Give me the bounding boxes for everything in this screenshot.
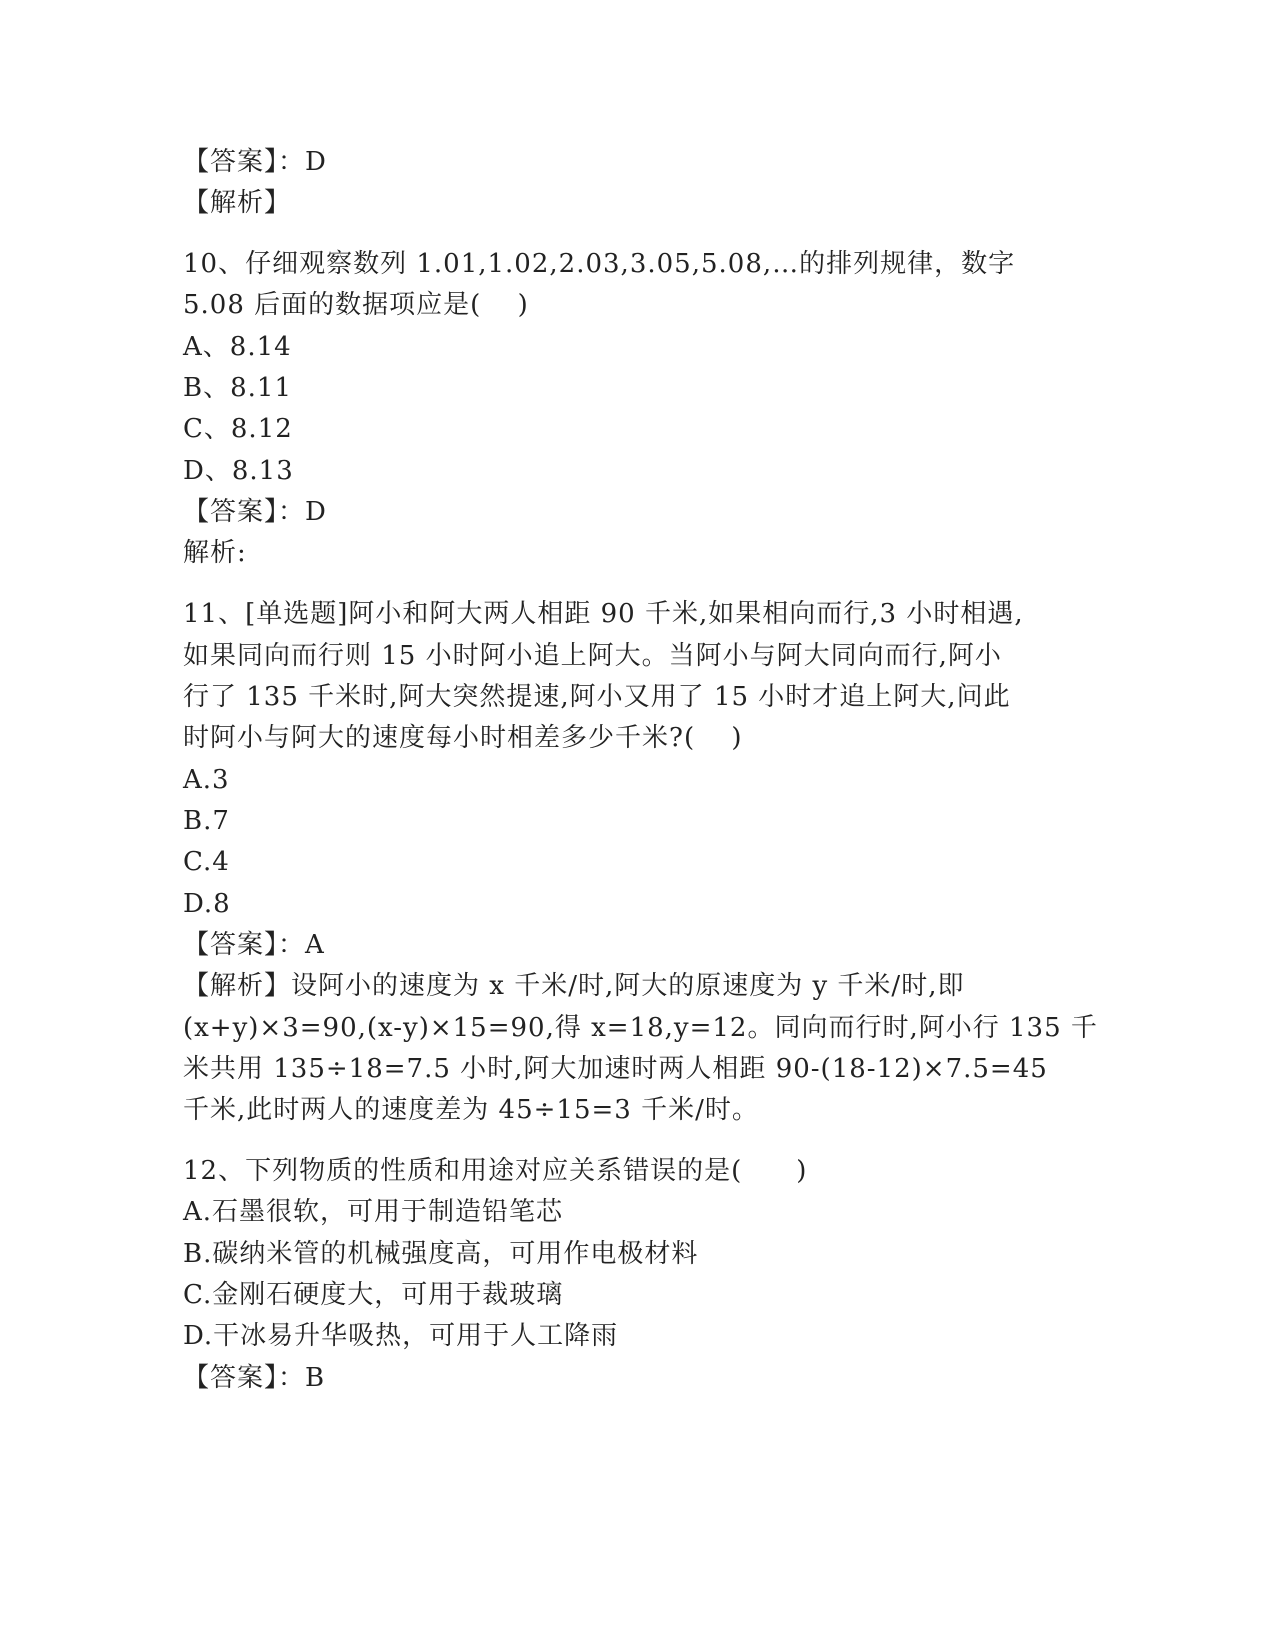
q10-stem-line-2: 5.08 后面的数据项应是( ) xyxy=(183,290,529,320)
q11-option-c: C.4 xyxy=(183,847,230,877)
q12-option-a: A.石墨很软，可用于制造铅笔芯 xyxy=(183,1197,564,1227)
q12-option-d: D.干冰易升华吸热，可用于人工降雨 xyxy=(183,1321,619,1351)
q11-stem-line-3: 行了 135 千米时,阿大突然提速,阿小又用了 15 小时才追上阿大,问此 xyxy=(183,682,1011,712)
q11-analysis-line-4: 千米,此时两人的速度差为 45÷15=3 千米/时。 xyxy=(183,1095,759,1125)
q12-option-b: B.碳纳米管的机械强度高，可用作电极材料 xyxy=(183,1239,699,1269)
q9-analysis-label: 【解析】 xyxy=(183,188,292,218)
q10-stem-line-1: 10、仔细观察数列 1.01,1.02,2.03,3.05,5.08,…的排列规律，数字 xyxy=(183,249,1016,279)
q11-option-b: B.7 xyxy=(183,806,230,836)
q12-stem: 12、下列物质的性质和用途对应关系错误的是( ) xyxy=(183,1156,808,1186)
q10-answer: 【答案】：D xyxy=(183,497,327,527)
q11-analysis-line-3: 米共用 135÷18=7.5 小时,阿大加速时两人相距 90-(18-12)×7.5=45 xyxy=(183,1054,1048,1084)
q11-option-d: D.8 xyxy=(183,889,231,919)
q11-analysis-line-1: 【解析】设阿小的速度为 x 千米/时,阿大的原速度为 y 千米/时,即 xyxy=(183,971,965,1001)
q10-option-d: D、8.13 xyxy=(183,456,294,486)
q11-analysis-line-2: (x+y)×3=90,(x-y)×15=90,得 x=18,y=12。同向而行时,阿小行 135 千 xyxy=(183,1013,1098,1043)
q12-answer: 【答案】：B xyxy=(183,1363,326,1393)
q10-analysis-label: 解析: xyxy=(183,538,247,568)
q12-option-c: C.金刚石硬度大，可用于裁玻璃 xyxy=(183,1280,564,1310)
q10-option-a: A、8.14 xyxy=(183,332,292,362)
q9-answer: 【答案】：D xyxy=(183,147,327,177)
q10-option-c: C、8.12 xyxy=(183,414,293,444)
q11-stem-line-1: 11、[单选题]阿小和阿大两人相距 90 千米,如果相向而行,3 小时相遇, xyxy=(183,599,1024,629)
q11-stem-line-4: 时阿小与阿大的速度每小时相差多少千米?( ) xyxy=(183,723,743,753)
q11-answer: 【答案】：A xyxy=(183,930,325,960)
q11-option-a: A.3 xyxy=(183,765,230,795)
q10-option-b: B、8.11 xyxy=(183,373,292,403)
q11-stem-line-2: 如果同向而行则 15 小时阿小追上阿大。当阿小与阿大同向而行,阿小 xyxy=(183,641,1002,671)
